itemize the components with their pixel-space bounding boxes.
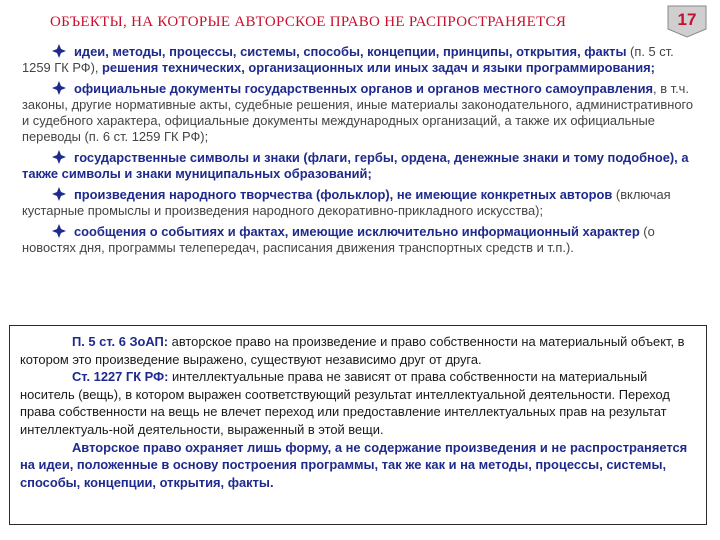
bullet-bold-text: государственные символы и знаки (флаги, гербы, ордена, денежные знаки и тому подобное), а также символы и знаки муниципальных образований; [22,150,689,181]
bullet-bold-text: произведения народного творчества (фольклор), не имеющие конкретных авторов [74,187,613,202]
bullet-item [22,224,702,256]
note-paragraph [20,333,700,368]
note-paragraph [20,368,700,438]
law-reference: Ст. 1227 ГК РФ: [72,369,169,385]
bullet-bold-text: идеи, методы, процессы, системы, способы, концепции, принципы, открытия, факты [74,44,627,59]
note-bold-text: Авторское право охраняет лишь форму, а не содержание произведения и не распространяется на идеи, положенные в основу построения программы, так же как и на методы, процессы, системы, способы, концепции, открытия, факты. [20,439,688,490]
diamond-bullet-icon [52,224,66,238]
note-paragraph [20,439,700,492]
bullet-item [22,150,702,182]
bullet-bold-text: сообщения о событиях и фактах, имеющие исключительно информационный характер [74,224,640,239]
page-number-badge [665,4,709,38]
bullet-text: , в т.ч. законы, другие нормативные акты, судебные решения, иные материалы законодательного, административного и судебного характера, официальные документы международных организаций, а также их официальные переводы (п. 6 ст. 1259 ГК РФ); [22,81,694,144]
diamond-bullet-icon [52,150,66,164]
bullet-text: (о новостях дня, программы телепередач, расписания движения транспортных средств и т.п.). [22,224,655,255]
note-text: интеллектуальные права не зависят от права собственности на материальный носитель (вещь), в котором выражен соответствующий результат интеллектуальной деятельности. Переход права собственности на вещь не влечет переход или предоставление интеллектуальных прав на результат интеллектуаль-ной деятельности, выраженный в этой вещи. [20,369,670,437]
diamond-bullet-icon [52,187,66,201]
bullet-item [22,44,702,76]
legal-note-box [9,325,707,525]
note-text: авторское право на произведение и право собственности на материальный объект, в котором это произведение выражено, существуют независимо друг от друга. [20,334,685,367]
bullet-item [22,187,702,219]
bullet-list [22,44,702,261]
slide-title: ОБЪЕКТЫ, НА КОТОРЫЕ АВТОРСКОЕ ПРАВО НЕ РАСПРОСТРАНЯЕТСЯ [50,14,567,30]
bullet-text: (п. 5 ст. 1259 ГК РФ), [22,44,674,75]
bullet-bold-text: официальные документы государственных органов и органов местного самоуправления [74,81,654,96]
page-number: 17 [677,10,697,29]
law-reference: П. 5 ст. 6 ЗоАП: [72,334,169,349]
diamond-bullet-icon [52,44,66,58]
bullet-bold-text: решения технических, организационных или иных задач и языки программирования; [102,60,655,75]
bullet-item [22,81,702,145]
bullet-text: (включая кустарные промыслы и произведения народного декоративно-прикладного искусства); [22,187,671,218]
diamond-bullet-icon [52,81,66,95]
